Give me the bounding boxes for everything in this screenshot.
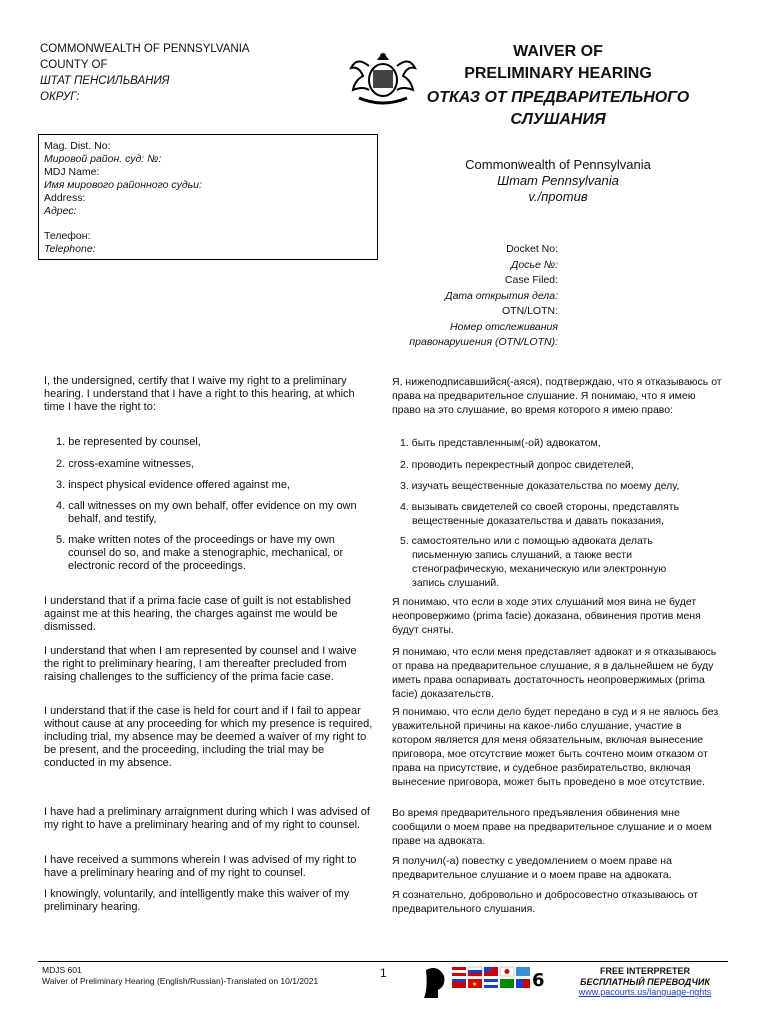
interpreter-en: FREE INTERPRETER: [599, 966, 690, 976]
ru-intro: Я, нижеподписавшийся(-аяся), подтверждаю, что я отказываюсь от права на предварительное слушание. Я понимаю, что я имею право на это слушание, во время которого я имею право:: [392, 376, 722, 416]
ru-right-1: 1. быть представленным(-ой) адвокатом,: [400, 437, 601, 449]
form-title: [412, 41, 704, 131]
en-para-knowingly: I knowingly, voluntarily, and intelligently make this waiver of my preliminary hearing.: [44, 888, 350, 913]
ru-para-arraignment: Во время предварительного предъявления обвинения мне сообщили о моем праве на предварительное слушание и о моем праве на адвоката.: [392, 807, 712, 847]
ru-para-summons: Я получил(-а) повестку с уведомлением о моем праве на предварительное слушание и о моем праве на адвоката.: [392, 855, 672, 881]
mag-dist-label-ru: Мировой район. суд: №:: [44, 153, 162, 165]
title-ru-line2: СЛУШАНИЯ: [510, 111, 606, 128]
commonwealth-label: COMMONWEALTH OF PENNSYLVANIA: [40, 43, 250, 55]
ru-right-2: 2. проводить перекрестный допрос свидетелей,: [400, 459, 634, 471]
title-ru-line1: ОТКАЗ ОТ ПРЕДВАРИТЕЛЬНОГО: [426, 89, 690, 106]
page-number: 1: [380, 966, 387, 980]
ru-para-counsel: Я понимаю, что если меня представляет адвокат и я отказываюсь от права на предварительное слушание, я в дальнейшем не буду иметь права оспаривать достаточность неопровержимых (prima facie) доказательств.: [392, 646, 717, 700]
court-header: [40, 41, 250, 105]
en-right-1-text: 1. be represented by counsel,: [56, 436, 201, 448]
en-right-4: 4. call witnesses on my own behalf, offer evidence on my own behalf, and testify,: [56, 500, 357, 525]
magisterial-district-box: [38, 134, 378, 260]
county-label-ru: ОКРУГ:: [40, 91, 80, 103]
ru-para-absence: Я понимаю, что если дело будет передано в суд и я не явлюсь без уважительной причины на какое-либо слушание, участие в котором является для меня обязательным, включая вынесение приговора, мое отсутствие может быть сочтено моим отказом от права на присутствие, и судебное разбирательство, включая вынесение приговора, может быть проведено в мое отсутствие.: [392, 706, 719, 788]
en-right-3: 3. inspect physical evidence offered against me,: [56, 479, 290, 491]
otn-label-ru-1: Номер отслеживания: [450, 320, 558, 333]
mag-dist-label: Mag. Dist. No:: [44, 140, 111, 152]
en-para-summons: I have received a summons wherein I was advised of my right to have a preliminary hearing and of my right to counsel.: [44, 854, 357, 879]
form-id: [42, 965, 318, 987]
en-right-5: 5. make written notes of the proceedings or have my own counsel do so, and make a stenographic, mechanical, or electronic record of the proceedings.: [56, 534, 344, 572]
footer-divider: [38, 961, 728, 962]
en-para-counsel: I understand that when I am represented by counsel and I waive the right to preliminary hearing, I am thereafter precluded from raising challenges to the sufficiency of the prima facie case.: [44, 645, 357, 683]
case-filed-label-ru: Дата открытия дела:: [445, 289, 558, 302]
address-label: Address:: [44, 192, 86, 204]
docket-label-ru: Досье №:: [510, 258, 558, 271]
en-right-2: 2. cross-examine witnesses,: [56, 458, 195, 470]
county-label: COUNTY OF: [40, 59, 108, 71]
ru-right-4: 4. вызывать свидетелей со своей стороны, представлять вещественные доказательства и давать показания,: [400, 501, 680, 527]
language-rights-link[interactable]: www.pacourts.us/language-rights: [578, 987, 712, 997]
en-para-prima-facie: I understand that if a prima facie case of guilt is not established against me at this hearing, the charges against me would be dismissed.: [44, 595, 351, 633]
interpreter-ru: БЕСПЛАТНЫЙ ПЕРЕВОДЧИК: [580, 976, 710, 987]
interpreter-notice: [560, 966, 730, 998]
title-en-line1: WAIVER OF: [513, 43, 603, 60]
svg-text:6: 6: [532, 970, 545, 991]
ru-para-knowingly: Я сознательно, добровольно и добросовестно отказываюсь от предварительного слушания.: [392, 889, 699, 915]
ru-para-prima-facie: Я понимаю, что если в ходе этих слушаний моя вина не будет неопровержимо (prima facie) доказана, обвинения против меня будут сняты.: [392, 596, 701, 636]
docket-label: Docket No:: [506, 243, 558, 255]
en-intro: I, the undersigned, certify that I waive my right to a preliminary hearing. I understand that I have a right to this hearing, at which time I have the right to:: [44, 375, 355, 413]
telephone-label: Telephone:: [44, 243, 96, 255]
otn-label-ru-2: правонарушения (OTN/LOTN):: [409, 336, 558, 348]
mdj-name-label: MDJ Name:: [44, 166, 100, 178]
en-para-absence: I understand that if the case is held for court and if I fail to appear without cause at any proceeding for which my presence is required, including trial, my absence may be deemed a waiver of my right to be present, and the proceeding, including the trial may be conducted in my absence.: [44, 705, 373, 769]
pennsylvania-seal-icon: [349, 46, 417, 106]
en-para-arraignment: I have had a preliminary arraignment during which I was advised of my right to have a preliminary hearing and of my right to counsel.: [44, 806, 370, 831]
ru-right-5: 5. самостоятельно или с помощью адвоката делать письменную запись слушаний, а также вести стенографическую, механическую или электронную запись слушаний.: [400, 535, 667, 589]
case-caption: [412, 157, 704, 205]
caption-commonwealth: Commonwealth of Pennsylvania: [465, 157, 651, 172]
docket-info: [380, 242, 558, 351]
interpreter-flags-icon: [420, 964, 560, 1000]
en-right-1: [56, 436, 374, 449]
caption-commonwealth-ru: Штат Pennsylvania: [497, 173, 619, 188]
svg-text:★: ★: [472, 981, 478, 988]
address-label-ru: Адрес:: [44, 205, 77, 217]
commonwealth-label-ru: ШТАТ ПЕНСИЛЬВАНИЯ: [40, 75, 170, 87]
telephone-label-ru: Телефон:: [44, 230, 91, 242]
form-number: MDJS 601: [42, 965, 82, 975]
form-description: Waiver of Preliminary Hearing (English/Russian)-Translated on 10/1/2021: [42, 976, 319, 986]
ru-right-3: 3. изучать вещественные доказательства по моему делу,: [400, 480, 680, 492]
otn-label: OTN/LOTN:: [501, 305, 558, 317]
caption-versus: v./против: [528, 189, 588, 204]
case-filed-label: Case Filed:: [504, 274, 558, 286]
mdj-name-label-ru: Имя мирового районного судьи:: [44, 179, 202, 191]
title-en-line2: PRELIMINARY HEARING: [464, 65, 652, 82]
